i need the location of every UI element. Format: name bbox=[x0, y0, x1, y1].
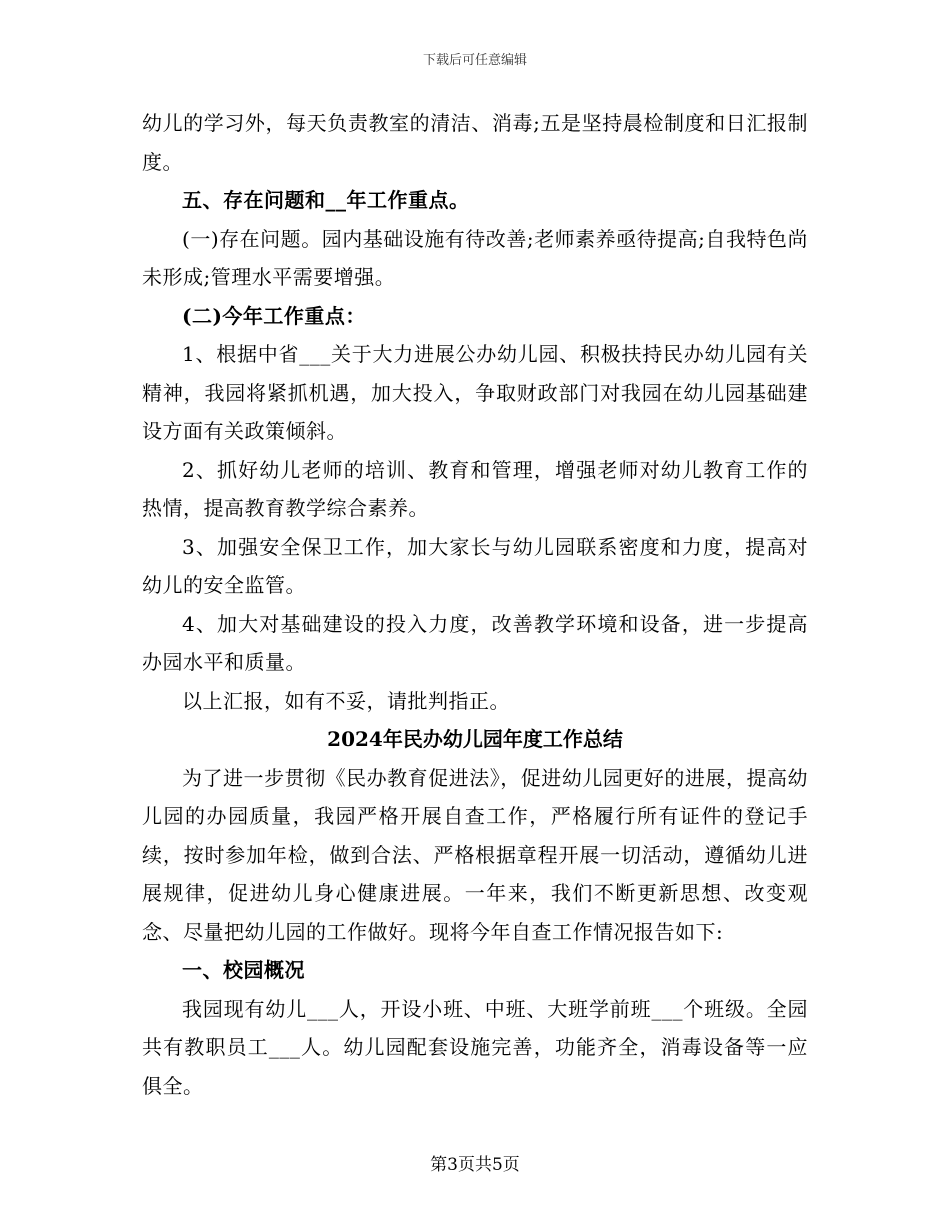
paragraph-continuation: 幼儿的学习外，每天负责教室的清洁、消毒;五是坚持晨检制度和日汇报制度。 bbox=[142, 111, 808, 174]
document-body bbox=[142, 104, 808, 1105]
page-number: 第3页共5页 bbox=[430, 1155, 520, 1175]
list-item-2: 2、抓好幼儿老师的培训、教育和管理，增强老师对幼儿教育工作的热情，提高教育教学综合素养。 bbox=[142, 457, 808, 520]
subheading-work-focus: (二)今年工作重点： bbox=[182, 303, 366, 328]
header-note: 下载后可任意编辑 bbox=[422, 53, 527, 68]
paragraph-problems: (一)存在问题。园内基础设施有待改善;老师素养亟待提高;自我特色尚未形成;管理水平需要增强。 bbox=[142, 226, 808, 289]
list-item-3: 3、加强安全保卫工作，加大家长与幼儿园联系密度和力度，提高对幼儿的安全监管。 bbox=[142, 534, 808, 597]
document-title: 2024年民办幼儿园年度工作总结 bbox=[327, 727, 623, 751]
section-heading-5: 五、存在问题和__年工作重点。 bbox=[182, 188, 470, 212]
paragraph-intro: 为了进一步贯彻《民办教育促进法》，促进幼儿园更好的进展，提高幼儿园的办园质量，我园严格开展自查工作，严格履行所有证件的登记手续，按时参加年检，做到合法、严格根据章程开展一切活动，遵循幼儿进展规律，促进幼儿身心健康进展。一年来，我们不断更新思想、改变观念、尽量把幼儿园的工作做好。现将今年自查工作情况报告如下: bbox=[142, 765, 808, 944]
list-item-1: 1、根据中省___关于大力进展公办幼儿园、积极扶持民办幼儿园有关精神，我园将紧抓机遇，加大投入，争取财政部门对我园在幼儿园基础建设方面有关政策倾斜。 bbox=[142, 342, 808, 443]
list-item-4: 4、加大对基础建设的投入力度，改善教学环境和设备，进一步提高办园水平和质量。 bbox=[142, 611, 808, 674]
closing-remark: 以上汇报，如有不妥，请批判指正。 bbox=[182, 688, 510, 713]
paragraph-overview: 我园现有幼儿___人，开设小班、中班、大班学前班___个班级。全园共有教职员工___人。幼儿园配套设施完善，功能齐全，消毒设备等一应俱全。 bbox=[142, 996, 808, 1098]
section-heading-1: 一、校园概况 bbox=[182, 958, 305, 982]
